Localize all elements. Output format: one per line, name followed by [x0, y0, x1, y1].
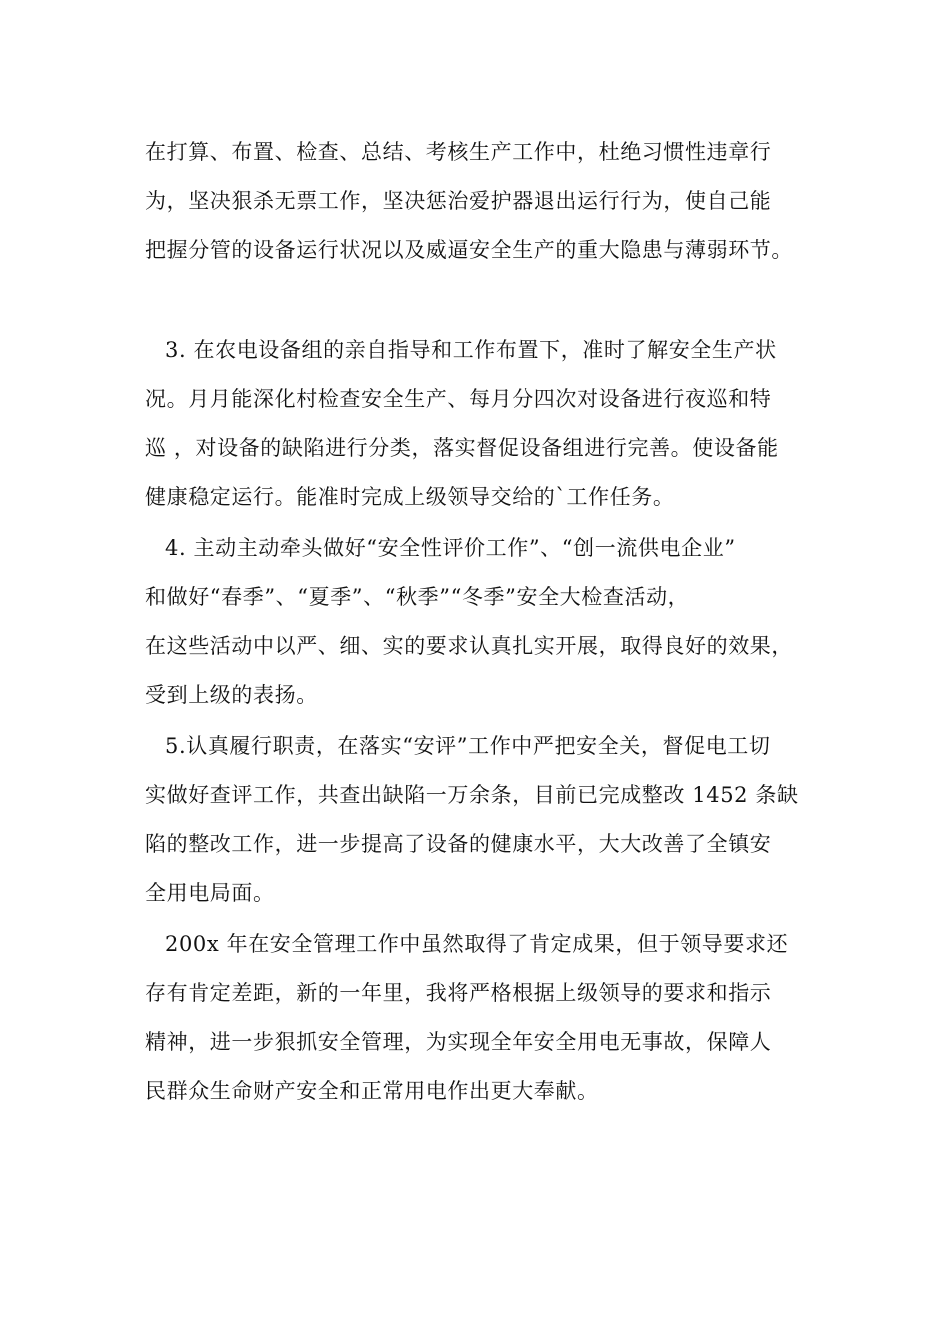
paragraph-line: 3. 在农电设备组的亲自指导和工作布置下，准时了解安全生产状: [165, 338, 777, 362]
paragraph-line: 200x 年在安全管理工作中虽然取得了肯定成果，但于领导要求还: [165, 932, 789, 956]
paragraph-item-5: [145, 722, 835, 918]
paragraph-line: 健康稳定运行。能准时完成上级领导交给的`工作任务。: [145, 485, 675, 509]
paragraph-conclusion: [145, 920, 835, 1116]
paragraph-line: 受到上级的表扬。: [145, 683, 318, 707]
paragraph-item-4: [145, 524, 835, 720]
paragraph-safety-management: [145, 128, 835, 275]
paragraph-line: 在打算、布置、检查、总结、考核生产工作中，杜绝习惯性违章行: [145, 140, 772, 164]
paragraph-line: 5.认真履行职责，在落实“安评”工作中严把安全关，督促电工切: [165, 734, 771, 758]
paragraph-line: 精神，进一步狠抓安全管理，为实现全年安全用电无事故，保障人: [145, 1030, 772, 1054]
paragraph-line: 巡 ，对设备的缺陷进行分类，落实督促设备组进行完善。使设备能: [145, 436, 779, 460]
paragraph-line: 陷的整改工作，进一步提高了设备的健康水平，大大改善了全镇安: [145, 832, 772, 856]
paragraph-line: 在这些活动中以严、细、实的要求认真扎实开展，取得良好的效果，: [145, 634, 793, 658]
paragraph-line: 实做好查评工作，共查出缺陷一万余条，目前已完成整改 1452 条缺: [145, 783, 799, 807]
paragraph-line: 存有肯定差距，新的一年里，我将严格根据上级领导的要求和指示: [145, 981, 772, 1005]
paragraph-line: 全用电局面。: [145, 881, 275, 905]
paragraph-line: 况。月月能深化村检查安全生产、每月分四次对设备进行夜巡和特: [145, 387, 772, 411]
paragraph-line: 4. 主动主动牵头做好“安全性评价工作”、“创一流供电企业”: [165, 536, 736, 560]
paragraph-line: 和做好“春季”、“夏季”、“秋季”“冬季”安全大检查活动，: [145, 585, 690, 609]
paragraph-line: 把握分管的设备运行状况以及威逼安全生产的重大隐患与薄弱环节。: [145, 238, 793, 262]
paragraph-item-3: [145, 326, 835, 522]
paragraph-line: 为，坚决狠杀无票工作，坚决惩治爱护器退出运行行为，使自己能: [145, 189, 772, 213]
paragraph-line: 民群众生命财产安全和正常用电作出更大奉献。: [145, 1079, 599, 1103]
